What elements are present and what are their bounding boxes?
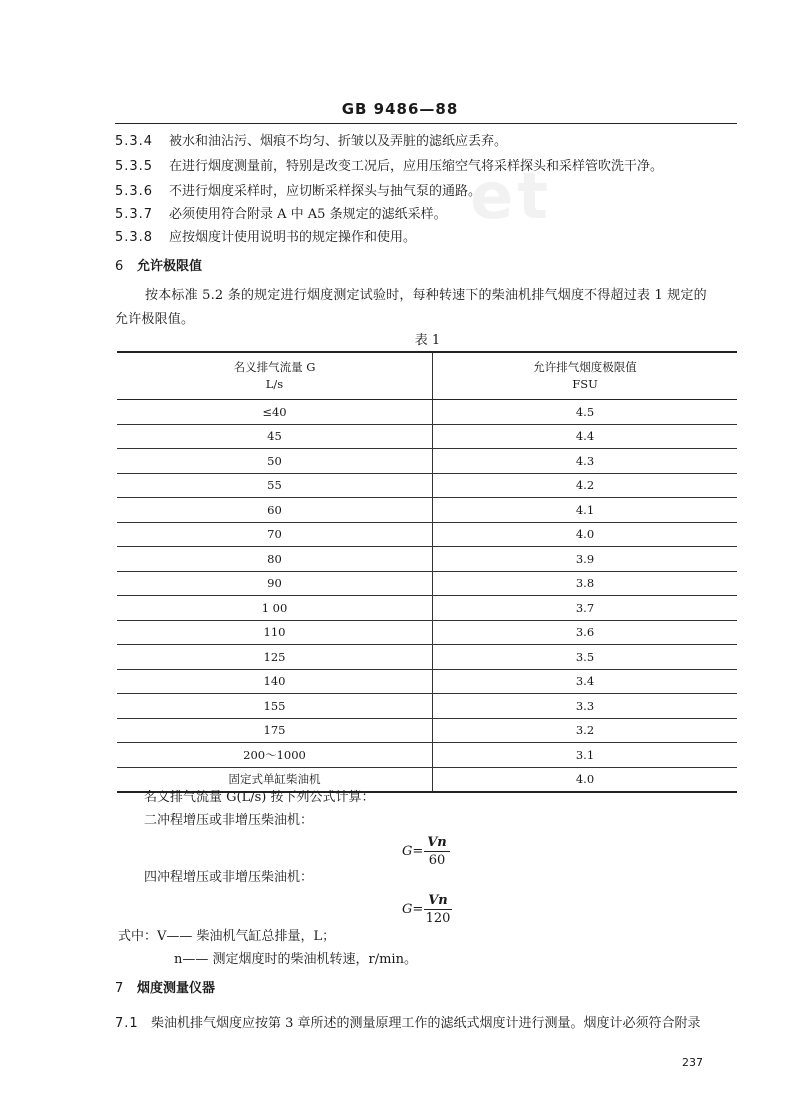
- clause-text: 在进行烟度测量前，特别是改变工况后，应用压缩空气将采样探头和采样管吹洗干净。: [169, 159, 664, 174]
- flow-cell: 80: [117, 547, 433, 572]
- table-row: [117, 645, 737, 670]
- flow-cell: 45: [117, 424, 433, 449]
- limit-cell: 3.3: [433, 694, 738, 719]
- flow-cell: 140: [117, 669, 433, 694]
- table-row: [117, 718, 737, 743]
- limit-cell: 4.5: [433, 400, 738, 425]
- table-row: [117, 571, 737, 596]
- table-row: [117, 694, 737, 719]
- formula-numerator: Vn: [428, 893, 448, 908]
- limit-cell: 3.6: [433, 620, 738, 645]
- table-row: [117, 498, 737, 523]
- clause-text: 不进行烟度采样时，应切断采样探头与抽气泵的通路。: [169, 184, 482, 199]
- flow-cell: 125: [117, 645, 433, 670]
- clause-text: 被水和油沾污、烟痕不均匀、折皱以及弄脏的滤纸应丢弃。: [169, 134, 508, 149]
- formula-denominator: 120: [425, 911, 451, 926]
- header-label: 名义排气流量 G: [233, 360, 316, 374]
- four-stroke-formula: [402, 892, 462, 932]
- formula-intro: 名义排气流量 G(L/s) 按下列公式计算：: [144, 790, 375, 805]
- clause-5-3-6: [115, 182, 481, 202]
- flow-cell: 110: [117, 620, 433, 645]
- four-stroke-label: 四冲程增压或非增压柴油机：: [144, 870, 314, 885]
- limit-cell: 4.3: [433, 449, 738, 474]
- section-number: 6: [115, 259, 124, 274]
- clause-number: 5.3.8: [115, 230, 154, 245]
- header-unit: L/s: [265, 377, 284, 391]
- formula-lhs: G=: [402, 844, 424, 859]
- clause-number: 5.3.6: [115, 184, 154, 199]
- limit-cell: 3.1: [433, 743, 738, 768]
- clause-5-3-8: [115, 228, 416, 248]
- clause-7-1: [115, 1014, 701, 1034]
- paragraph-line: 按本标准 5.2 条的规定进行烟度测定试验时，每种转速下的柴油机排气烟度不得超过表 1 规定的: [145, 288, 707, 303]
- flow-cell: 155: [117, 694, 433, 719]
- flow-cell: 1 00: [117, 596, 433, 621]
- header-rule: [115, 123, 737, 124]
- formula-denominator: 60: [428, 853, 446, 868]
- limit-cell: 4.2: [433, 473, 738, 498]
- table-row: [117, 522, 737, 547]
- flow-cell: 90: [117, 571, 433, 596]
- clause-text: 必须使用符合附录 A 中 A5 条规定的滤纸采样。: [169, 207, 447, 222]
- flow-cell: 固定式单缸柴油机: [117, 767, 433, 792]
- table-row: [117, 547, 737, 572]
- standard-header: GB 9486—88: [341, 100, 459, 118]
- limits-table: [117, 351, 737, 793]
- clause-number: 5.3.7: [115, 207, 154, 222]
- header-label: 允许排气烟度极限值: [533, 360, 637, 374]
- watermark: et: [470, 160, 552, 234]
- clause-5-3-7: [115, 205, 447, 225]
- clause-number: 5.3.4: [115, 134, 154, 149]
- header-unit: FSU: [572, 377, 598, 391]
- formula-numerator: Vn: [427, 835, 447, 850]
- limit-cell: 4.0: [433, 767, 738, 792]
- paragraph-line: 允许极限值。: [115, 312, 195, 327]
- table-header-flow: [117, 352, 433, 400]
- formula-lhs: G=: [402, 902, 424, 917]
- clause-number: 7.1: [115, 1016, 139, 1031]
- section-6-paragraph: [115, 284, 740, 332]
- formula-fraction: [424, 834, 450, 869]
- limit-cell: 3.2: [433, 718, 738, 743]
- clause-number: 5.3.5: [115, 159, 154, 174]
- limit-cell: 4.1: [433, 498, 738, 523]
- flow-cell: ≤40: [117, 400, 433, 425]
- clause-text: 柴油机排气烟度应按第 3 章所述的测量原理工作的滤纸式烟度计进行测量。烟度计必须符合附录: [151, 1016, 701, 1031]
- table-row: [117, 400, 737, 425]
- table-row: [117, 669, 737, 694]
- page-number: 237: [682, 1056, 703, 1069]
- limit-cell: 4.0: [433, 522, 738, 547]
- two-stroke-label: 二冲程增压或非增压柴油机：: [144, 813, 314, 828]
- flow-cell: 50: [117, 449, 433, 474]
- table-caption: 表 1: [414, 333, 441, 348]
- section-title: 允许极限值: [137, 259, 203, 274]
- section-title: 烟度测量仪器: [137, 981, 216, 996]
- flow-cell: 175: [117, 718, 433, 743]
- table-row: [117, 596, 737, 621]
- variable-definition-n: n—— 测定烟度时的柴油机转速，r/min。: [174, 952, 417, 967]
- flow-cell: 60: [117, 498, 433, 523]
- table-row: [117, 620, 737, 645]
- clause-5-3-4: [115, 132, 507, 152]
- table-row: [117, 424, 737, 449]
- flow-cell: 70: [117, 522, 433, 547]
- table-header-row: [117, 352, 737, 400]
- limit-cell: 3.8: [433, 571, 738, 596]
- limit-cell: 4.4: [433, 424, 738, 449]
- limit-cell: 3.4: [433, 669, 738, 694]
- limit-cell: 3.9: [433, 547, 738, 572]
- flow-cell: 55: [117, 473, 433, 498]
- formula-fraction: [424, 892, 452, 927]
- clause-text: 应按烟度计使用说明书的规定操作和使用。: [169, 230, 417, 245]
- section-number: 7: [115, 981, 124, 996]
- table-row: [117, 473, 737, 498]
- clause-5-3-5: [115, 157, 663, 177]
- section-7-heading: [115, 979, 215, 999]
- table-header-limit: [433, 352, 738, 400]
- variable-definition-v: 式中：V—— 柴油机气缸总排量，L；: [118, 929, 336, 944]
- two-stroke-formula: [402, 834, 462, 874]
- table-row: [117, 743, 737, 768]
- section-6-heading: [115, 257, 202, 277]
- limit-cell: 3.7: [433, 596, 738, 621]
- flow-cell: 200～1000: [117, 743, 433, 768]
- limit-cell: 3.5: [433, 645, 738, 670]
- table-row: [117, 449, 737, 474]
